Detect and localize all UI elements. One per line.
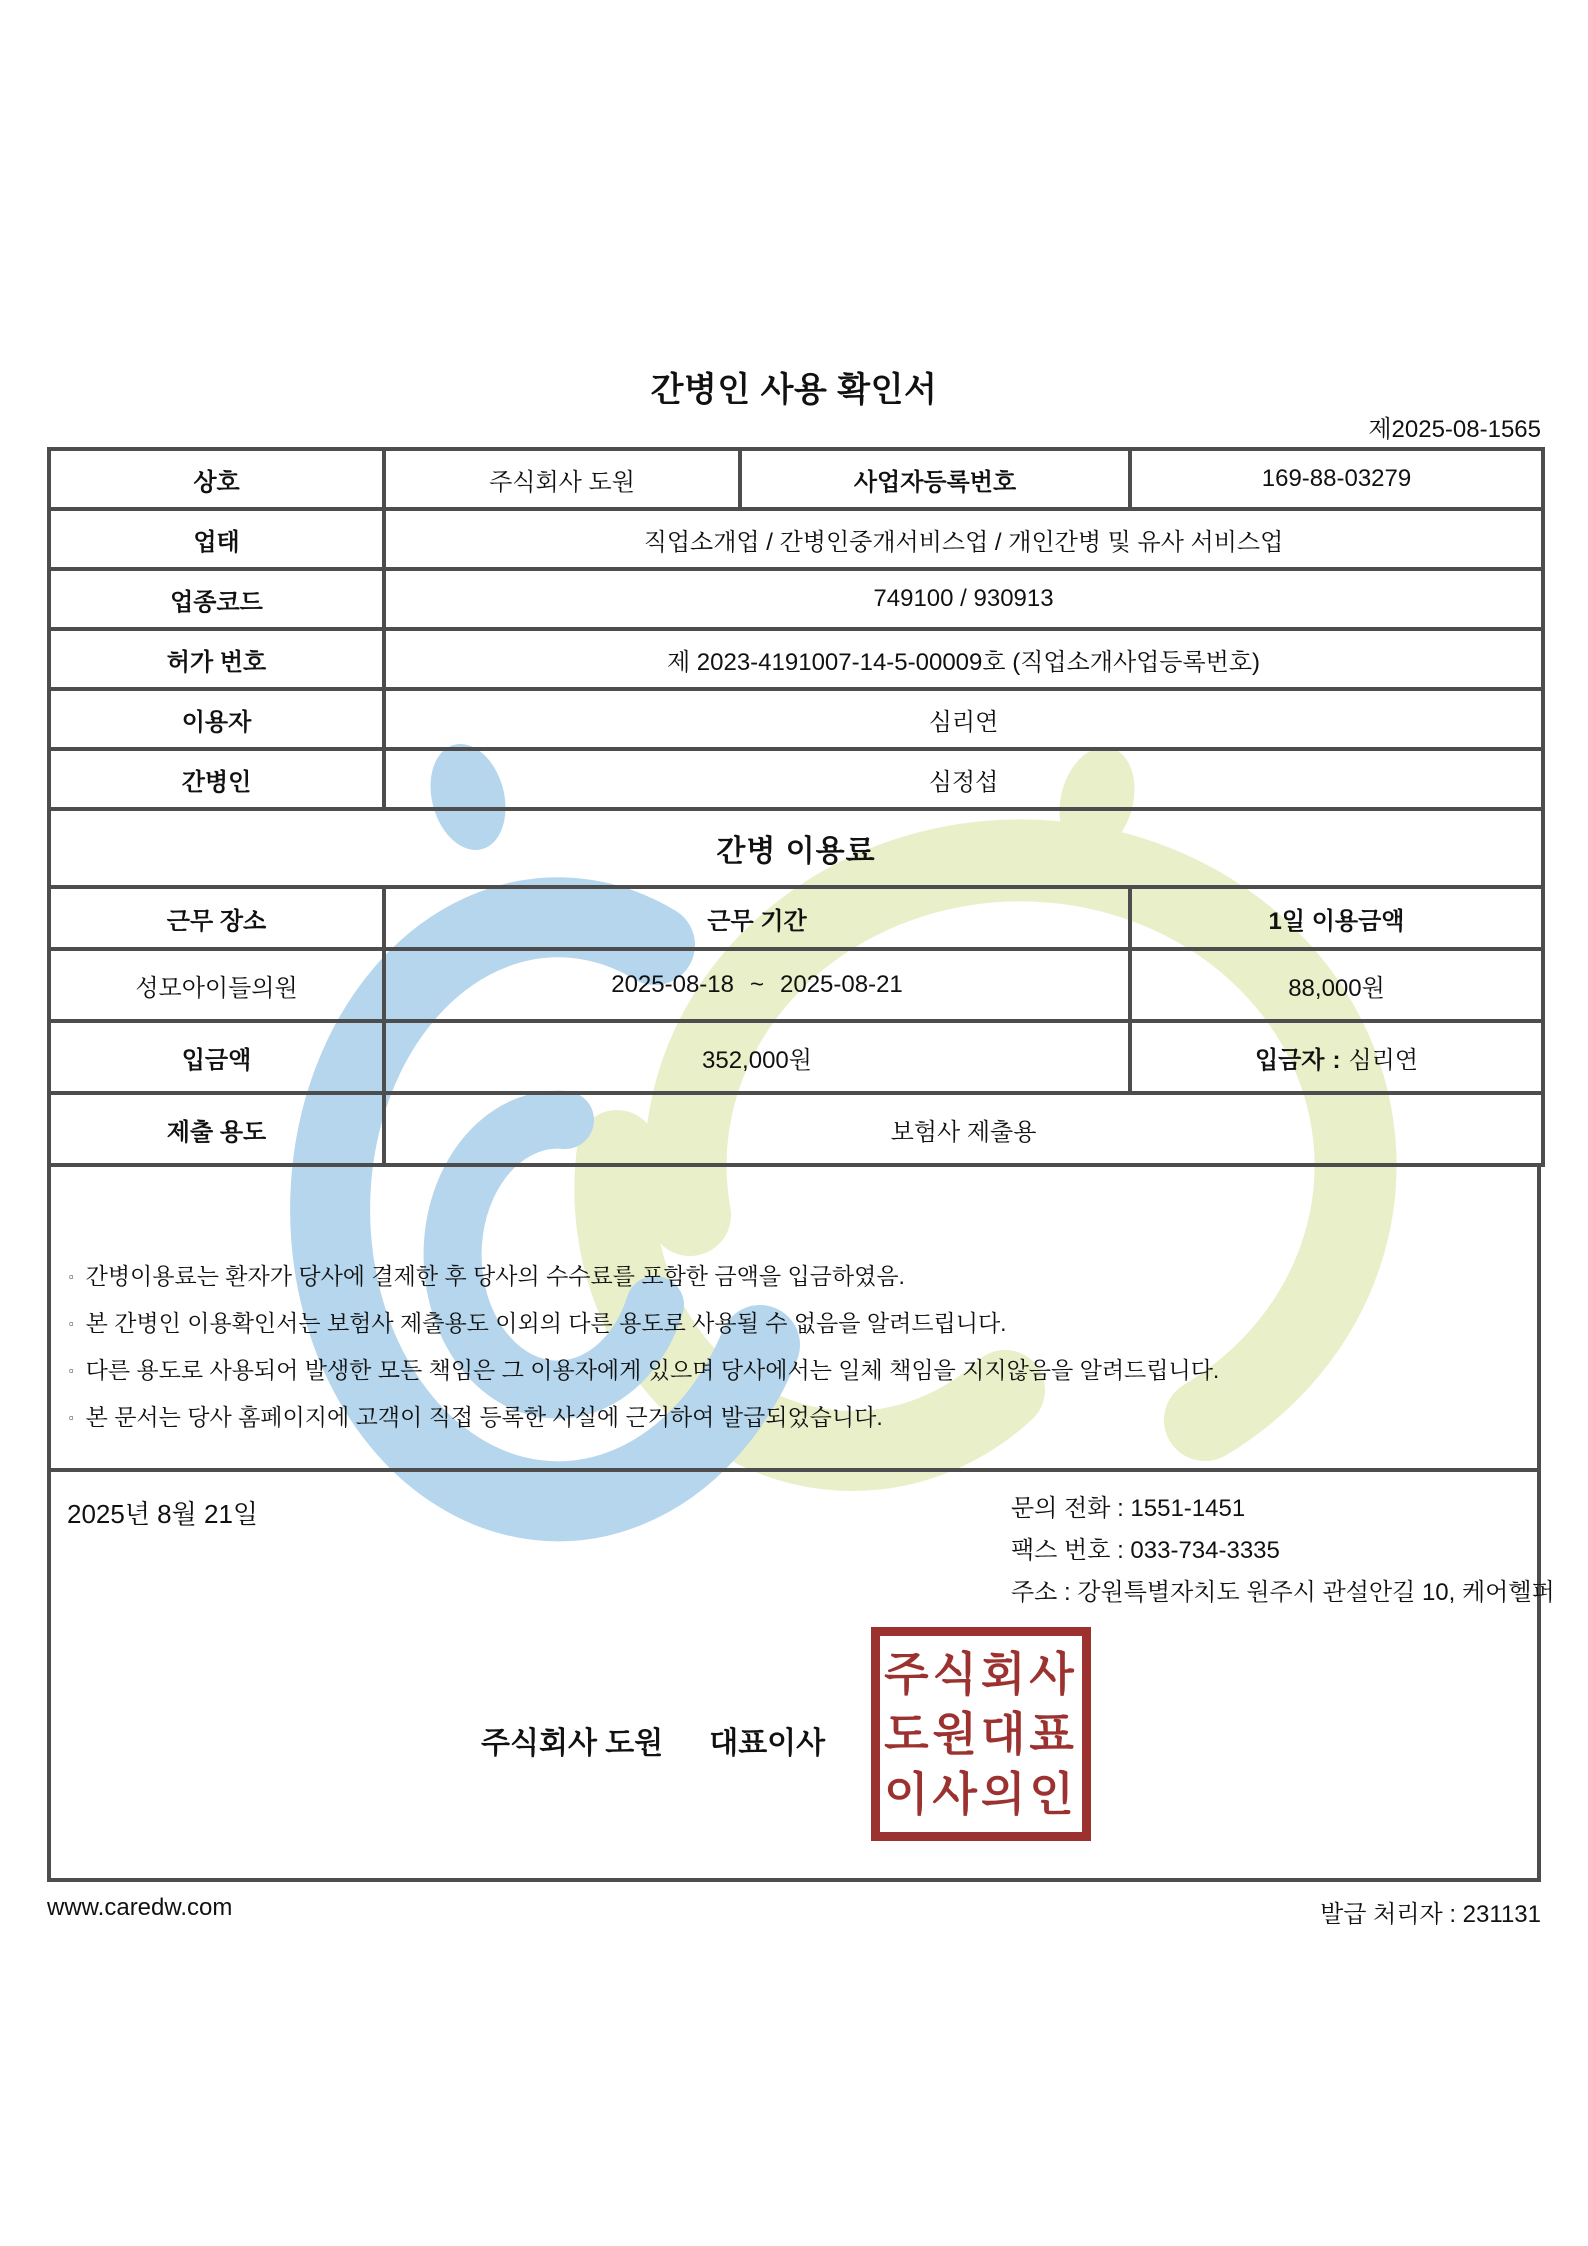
bullet-square-icon: ▫ (69, 1316, 74, 1331)
page-title: 간병인 사용 확인서 (650, 371, 938, 409)
company-label: 상호 (49, 449, 384, 509)
issuer-id: 발급 처리자 : 231131 (1320, 1901, 1541, 1928)
page-footer (47, 1894, 1541, 1929)
daily-fee-value: 88,000원 (1130, 949, 1543, 1021)
contact-fax: 팩스 번호 : 033-734-3335 (1011, 1537, 1280, 1564)
note-item (69, 1300, 1527, 1347)
depositor-name: 심리연 (1348, 1046, 1419, 1074)
work-place-value: 성모아이들의원 (49, 949, 384, 1021)
table-row-deposit (49, 1021, 1543, 1093)
stamp-line: 도원대표 (884, 1708, 1078, 1760)
info-table (47, 447, 1545, 1167)
business-type-value: 직업소개업 / 간병인중개서비스업 / 개인간병 및 유사 서비스업 (384, 509, 1543, 569)
document-body (47, 447, 1555, 1929)
table-row-fee-section (49, 809, 1543, 887)
ceo-title: 대표이사 (709, 1727, 826, 1760)
website-url: www.caredw.com (47, 1894, 233, 1921)
note-text: 본 간병인 이용확인서는 보험사 제출용도 이외의 다른 용도로 사용될 수 없음을 알려드립니다. (85, 1310, 1007, 1336)
corporate-seal-stamp (871, 1627, 1091, 1841)
note-item (69, 1394, 1527, 1441)
caregiver-label: 간병인 (49, 749, 384, 809)
period-end: 2025-08-21 (780, 971, 903, 998)
deposit-label: 입금액 (49, 1021, 384, 1093)
work-period-header: 근무 기간 (384, 887, 1130, 949)
deposit-amount: 352,000원 (384, 1021, 1130, 1093)
bullet-square-icon: ▫ (69, 1410, 74, 1425)
table-row-fee-values (49, 949, 1543, 1021)
note-item (69, 1253, 1527, 1300)
depositor-cell (1130, 1021, 1543, 1093)
permit-number-label: 허가 번호 (49, 629, 384, 689)
stamp-line: 주식회사 (884, 1648, 1078, 1700)
industry-code-value: 749100 / 930913 (384, 569, 1543, 629)
stamp-line: 이사의인 (884, 1768, 1078, 1820)
user-label: 이용자 (49, 689, 384, 749)
bullet-square-icon: ▫ (69, 1363, 74, 1378)
period-start: 2025-08-18 (611, 971, 734, 998)
contact-address: 주소 : 강원특별자치도 원주시 관설안길 10, 케어헬퍼 (1011, 1579, 1555, 1606)
bullet-square-icon: ▫ (69, 1269, 74, 1284)
table-row-company (49, 449, 1543, 509)
industry-code-label: 업종코드 (49, 569, 384, 629)
note-text: 간병이용료는 환자가 당사에 결제한 후 당사의 수수료를 포함한 금액을 입금하였음. (85, 1263, 905, 1289)
permit-number-value: 제 2023-4191007-14-5-00009호 (직업소개사업등록번호) (384, 629, 1543, 689)
table-row-user (49, 689, 1543, 749)
contact-block (1011, 1488, 1555, 1614)
bizreg-value: 169-88-03279 (1130, 449, 1543, 509)
notes-list (51, 1167, 1537, 1441)
issue-box (47, 1472, 1555, 1882)
issue-date: 2025년 8월 21일 (67, 1499, 259, 1529)
depositor-separator: : (1332, 1046, 1341, 1074)
note-item (69, 1347, 1527, 1394)
period-tilde: ~ (749, 971, 764, 998)
caregiver-value: 심정섭 (384, 749, 1543, 809)
table-row-permit-number (49, 629, 1543, 689)
doc-number: 제2025-08-1565 (1368, 416, 1541, 443)
company-value: 주식회사 도원 (384, 449, 740, 509)
table-row-industry-code (49, 569, 1543, 629)
work-place-header: 근무 장소 (49, 887, 384, 949)
fee-section-title-text: 간병 이용료 (716, 835, 876, 868)
notes-box (47, 1167, 1541, 1472)
table-row-fee-headers (49, 887, 1543, 949)
user-value: 심리연 (384, 689, 1543, 749)
daily-fee-header: 1일 이용금액 (1130, 887, 1543, 949)
company-name: 주식회사 도원 (481, 1727, 664, 1760)
table-row-purpose (49, 1093, 1543, 1165)
bizreg-label: 사업자등록번호 (740, 449, 1130, 509)
business-type-label: 업태 (49, 509, 384, 569)
purpose-label: 제출 용도 (49, 1093, 384, 1165)
table-row-caregiver (49, 749, 1543, 809)
work-period-value (384, 949, 1130, 1021)
table-row-business-type (49, 509, 1543, 569)
purpose-value: 보험사 제출용 (384, 1093, 1543, 1165)
contact-phone: 문의 전화 : 1551-1451 (1011, 1495, 1246, 1522)
note-text: 다른 용도로 사용되어 발생한 모든 책임은 그 이용자에게 있으며 당사에서는 일체 책임을 지지않음을 알려드립니다. (85, 1357, 1220, 1383)
company-signature-line (481, 1718, 825, 1762)
note-text: 본 문서는 당사 홈페이지에 고객이 직접 등록한 사실에 근거하여 발급되었습니다. (85, 1404, 883, 1430)
fee-section-title (49, 809, 1543, 887)
depositor-label: 입금자 (1254, 1046, 1325, 1074)
